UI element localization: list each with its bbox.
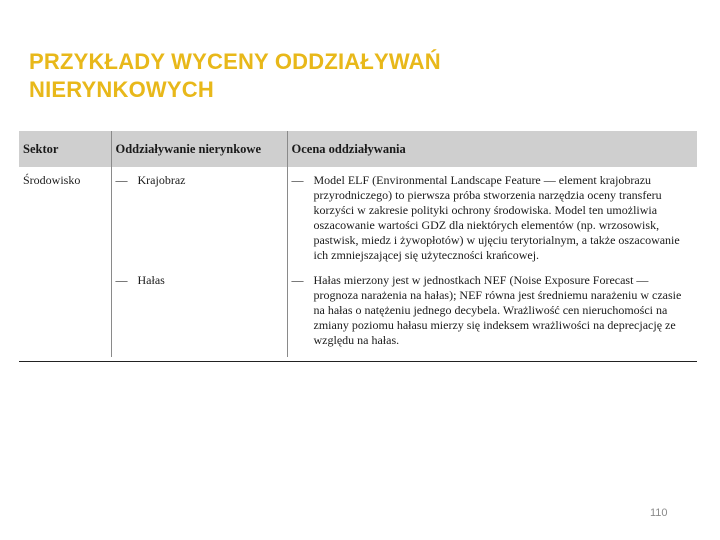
slide-title: [29, 48, 629, 104]
cell-impact: [111, 269, 287, 357]
cell-assessment: [287, 167, 697, 269]
cell-assessment: [287, 269, 697, 357]
dash-marker: —: [291, 173, 304, 187]
page-number: 110: [650, 507, 668, 519]
dash-marker: —: [115, 173, 128, 187]
header-sector: Sektor: [19, 131, 111, 167]
dash-marker: —: [115, 273, 128, 287]
impact-label: Krajobraz: [137, 173, 186, 187]
slide-title-line-2: NIERYNKOWYCH: [29, 77, 214, 102]
dash-marker: —: [291, 273, 304, 287]
assessment-text: Model ELF (Environmental Landscape Feature — element krajobrazu przyrodniczego) to pierwsza próba stworzenia narzędzia oceny transferu korzyści w zakresie polityki ochrony środowiska. Model ten umożliwia oszacowanie wartości GDZ dla niektórych elementów (np. wrzosowisk, pastwisk, miedz i żywopłotów) w ujęciu terytorialnym, a także oszacowanie ich zmniejszającej się użyteczności krańcowej.: [313, 173, 680, 262]
header-assessment: Ocena oddziaływania: [291, 141, 406, 156]
table-header-row: [19, 131, 697, 167]
slide-title-line-1: PRZYKŁADY WYCENY ODDZIAŁYWAŃ: [29, 49, 441, 74]
valuation-table: [19, 131, 697, 357]
table-row: [19, 167, 697, 269]
table-row: [19, 269, 697, 357]
assessment-text: Hałas mierzony jest w jednostkach NEF (Noise Exposure Forecast — prognoza narażenia na hałas); NEF równa jest średniemu narażeniu w czasie na hałas o natężeniu jednego decybela. Wrażliwość cen nieruchomości na zmiany poziomu hałasu mierzy się indeksem wrażliwości na deprecjację ze względu na hałas.: [313, 273, 682, 347]
cell-sector: Środowisko: [19, 167, 111, 269]
cell-impact: [111, 167, 287, 269]
valuation-table-image: [19, 131, 697, 362]
header-impact: Oddziaływanie nierynkowe: [111, 131, 287, 167]
cell-sector: [19, 269, 111, 357]
impact-label: Hałas: [137, 273, 165, 287]
